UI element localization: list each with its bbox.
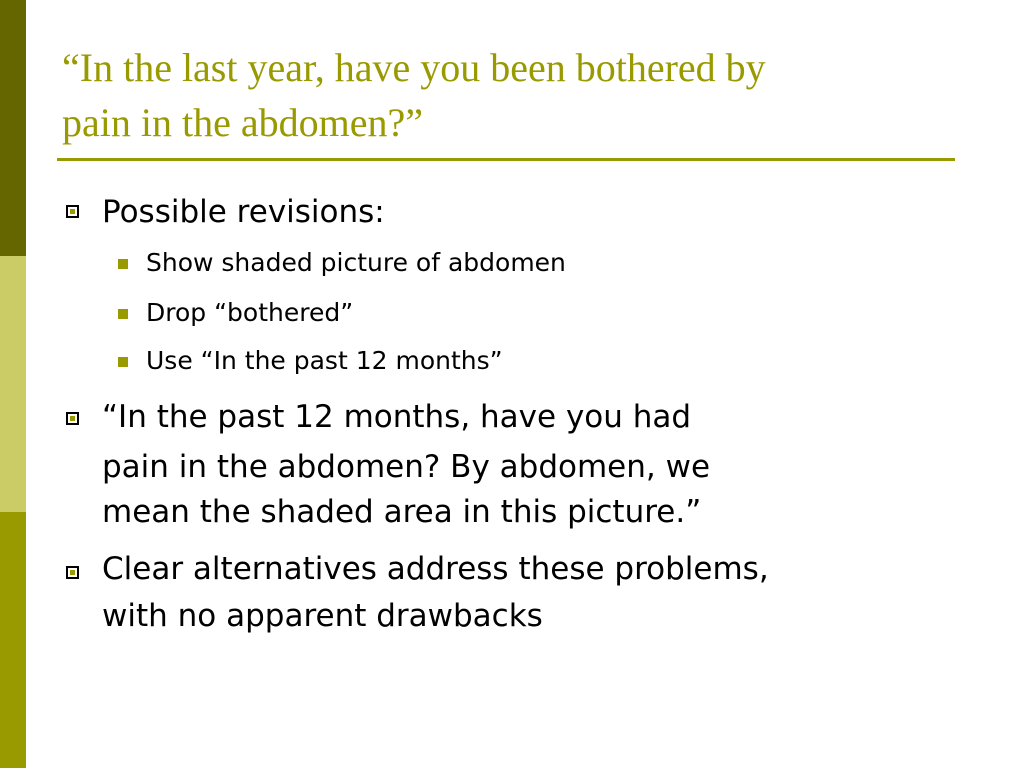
sub-bullet-item: Show shaded picture of abdomen <box>146 248 566 277</box>
sub-bullet-item: Drop “bothered” <box>146 298 354 327</box>
bullet-line: pain in the abdomen? By abdomen, we <box>102 449 711 485</box>
bullet-line: with no apparent drawbacks <box>102 598 543 634</box>
box-bullet-icon <box>66 412 79 425</box>
bullet-line: mean the shaded area in this picture.” <box>102 494 702 530</box>
square-bullet-icon <box>118 357 128 367</box>
title-line-2: pain in the abdomen?” <box>62 100 423 145</box>
box-bullet-icon <box>66 205 79 218</box>
title-line-1: “In the last year, have you been bothered by <box>62 45 766 90</box>
square-bullet-icon <box>118 259 128 269</box>
bullet-line: “In the past 12 months, have you had <box>102 399 692 435</box>
square-bullet-icon <box>118 309 128 319</box>
bullet-item: Possible revisions: <box>102 194 385 230</box>
bullet-line: Clear alternatives address these problems, <box>102 551 769 587</box>
box-bullet-icon <box>66 566 79 579</box>
sub-bullet-item: Use “In the past 12 months” <box>146 346 503 375</box>
